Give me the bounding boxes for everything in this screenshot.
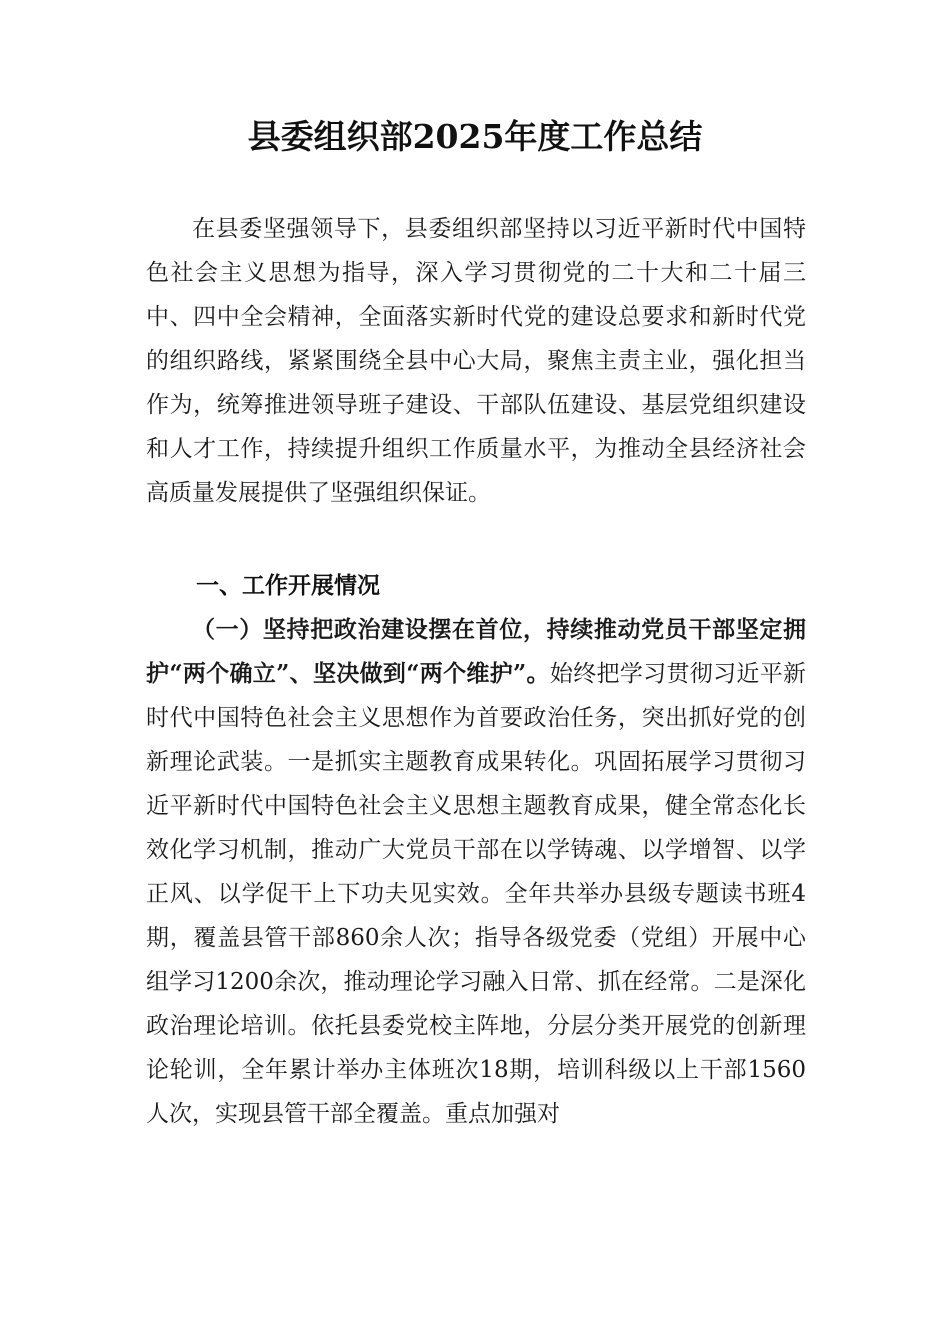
document-title: 县委组织部2025年度工作总结 bbox=[247, 117, 703, 156]
section-heading: 一、工作开展情况 bbox=[196, 573, 380, 599]
section-paragraph bbox=[146, 608, 806, 1136]
section-body-text: 始终把学习贯彻习近平新时代中国特色社会主义思想作为首要政治任务，突出抓好党的创新理论武装。一是抓实主题教育成果转化。巩固拓展学习贯彻习近平新时代中国特色社会主义思想主题教育成果，健全常态化长效化学习机制，推动广大党员干部在以学铸魂、以学增智、以学正风、以学促干上下功夫见实效。全年共举办县级专题读书班4期，覆盖县管干部860余人次；指导各级党委（党组）开展中心组学习1200余次，推动理论学习融入日常、抓在经常。二是深化政治理论培训。依托县委党校主阵地，分层分类开展党的创新理论轮训，全年累计举办主体班次18期，培训科级以上干部1560人次，实现县管干部全覆盖。重点加强对 bbox=[146, 661, 807, 1127]
intro-paragraph: 在县委坚强领导下，县委组织部坚持以习近平新时代中国特色社会主义思想为指导，深入学习贯彻党的二十大和二十届三中、四中全会精神，全面落实新时代党的建设总要求和新时代党的组织路线，紧紧围绕全县中心大局，聚焦主责主业，强化担当作为，统筹推进领导班子建设、干部队伍建设、基层党组织建设和人才工作，持续提升组织工作质量水平，为推动全县经济社会高质量发展提供了坚强组织保证。 bbox=[146, 216, 806, 506]
sub-heading: （一）坚持把政治建设摆在首位，持续推动党员干部坚定拥护“两个确立”、坚决做到“两个维护”。 bbox=[146, 616, 806, 687]
